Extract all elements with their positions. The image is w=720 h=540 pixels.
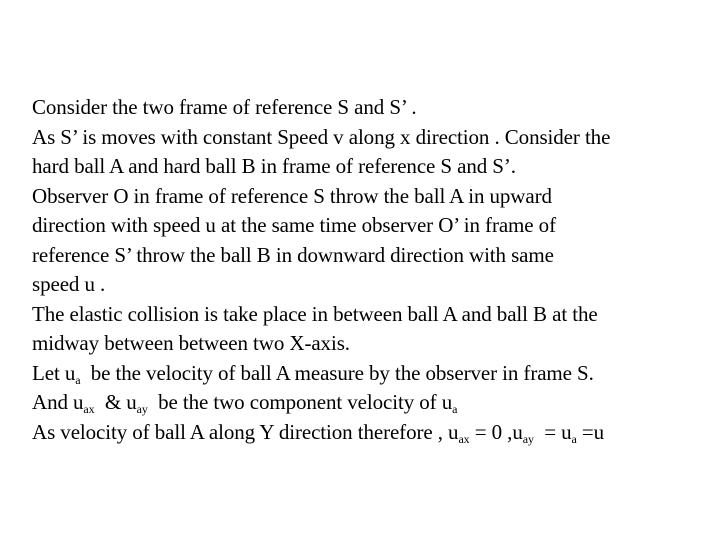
text-line: The elastic collision is take place in between ball A and ball B at the [32,301,598,326]
text-run: be the velocity of ball A measure by the observer in frame S. [80,360,594,385]
text-run: As velocity of ball A along Y direction therefore , u [32,419,459,444]
text-line: reference S’ throw the ball B in downward direction with same [32,242,554,267]
paragraph-velocity-definition [32,359,716,389]
text-line: hard ball A and hard ball B in frame of reference S and S’. [32,154,516,178]
subscript: a [75,372,81,387]
subscript: ay [522,431,534,446]
text-line: midway between between two X-axis. [32,331,350,355]
text-line: direction with speed u at the same time observer O’ in frame of [32,213,556,237]
text-line: Observer O in frame of reference S throw the ball A in upward [32,183,552,208]
text-line [32,388,716,418]
text-run: And u [32,390,84,414]
text-line: Consider the two frame of reference S and S’ . [32,95,417,119]
slide-body [32,93,716,447]
text-run: = u [533,419,572,444]
text-line [32,418,716,448]
subscript: ax [458,431,470,446]
paragraph-setup [32,123,716,300]
text-run: & u [94,390,137,414]
subscript: a [452,402,458,416]
text-line: As S’ is moves with constant Speed v along x direction . Consider the [32,124,611,149]
text-line [32,359,716,389]
text-run: be the two component velocity of u [147,390,453,414]
paragraph-velocity-components [32,388,716,418]
subscript: a [571,431,577,446]
paragraph-y-direction [32,418,716,448]
subscript: ay [136,402,148,416]
text-run: Let u [32,360,76,385]
text-line: speed u . [32,272,106,296]
text-run: = 0 ,u [469,419,523,444]
text-run: =u [576,419,605,444]
paragraph-collision [32,300,716,359]
subscript: ax [83,402,95,416]
paragraph-frames-of-reference [32,93,716,123]
